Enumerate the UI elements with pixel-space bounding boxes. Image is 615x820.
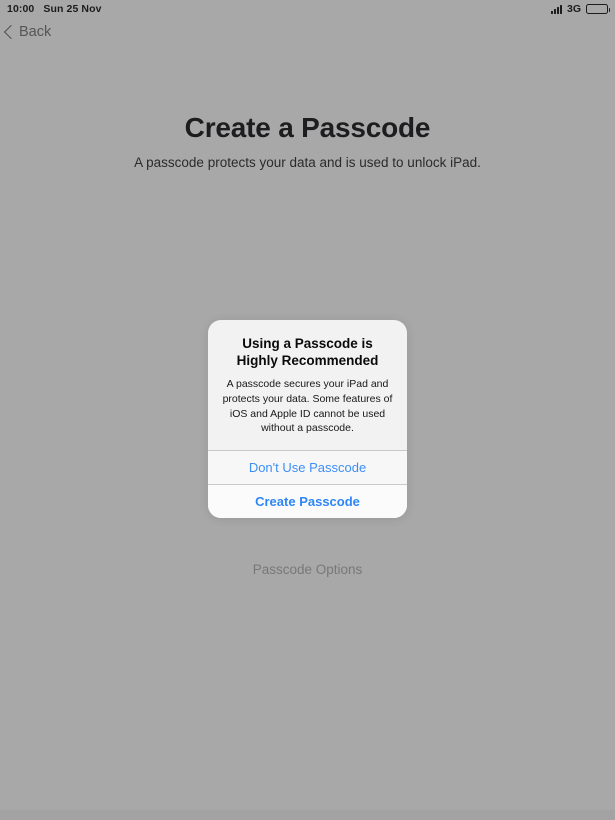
back-button[interactable] (6, 24, 51, 40)
status-bar (0, 0, 615, 18)
back-button-label: Back (19, 24, 52, 40)
signal-bars-icon (551, 4, 562, 14)
battery-icon (586, 4, 608, 14)
bottom-strip (0, 810, 615, 820)
status-date: Sun 25 Nov (43, 3, 102, 15)
status-bar-left (7, 3, 102, 15)
alert-message: A passcode secures your iPad and protects your data. Some features of iOS and Apple ID cannot be used without a passcode. (222, 377, 393, 435)
passcode-options-button[interactable]: Passcode Options (252, 562, 363, 577)
create-passcode-button[interactable]: Create Passcode (208, 485, 407, 518)
chevron-left-icon (4, 24, 18, 38)
network-type-label: 3G (566, 3, 581, 15)
passcode-recommendation-alert (208, 320, 407, 518)
status-bar-right (551, 3, 608, 15)
dont-use-passcode-button[interactable]: Don't Use Passcode (208, 451, 407, 484)
alert-title: Using a Passcode is Highly Recommended (236, 336, 379, 368)
status-time: 10:00 (7, 3, 35, 15)
alert-body (208, 320, 407, 450)
page-title: Create a Passcode (184, 112, 431, 143)
page-subtitle: A passcode protects your data and is used to unlock iPad. (134, 155, 481, 170)
